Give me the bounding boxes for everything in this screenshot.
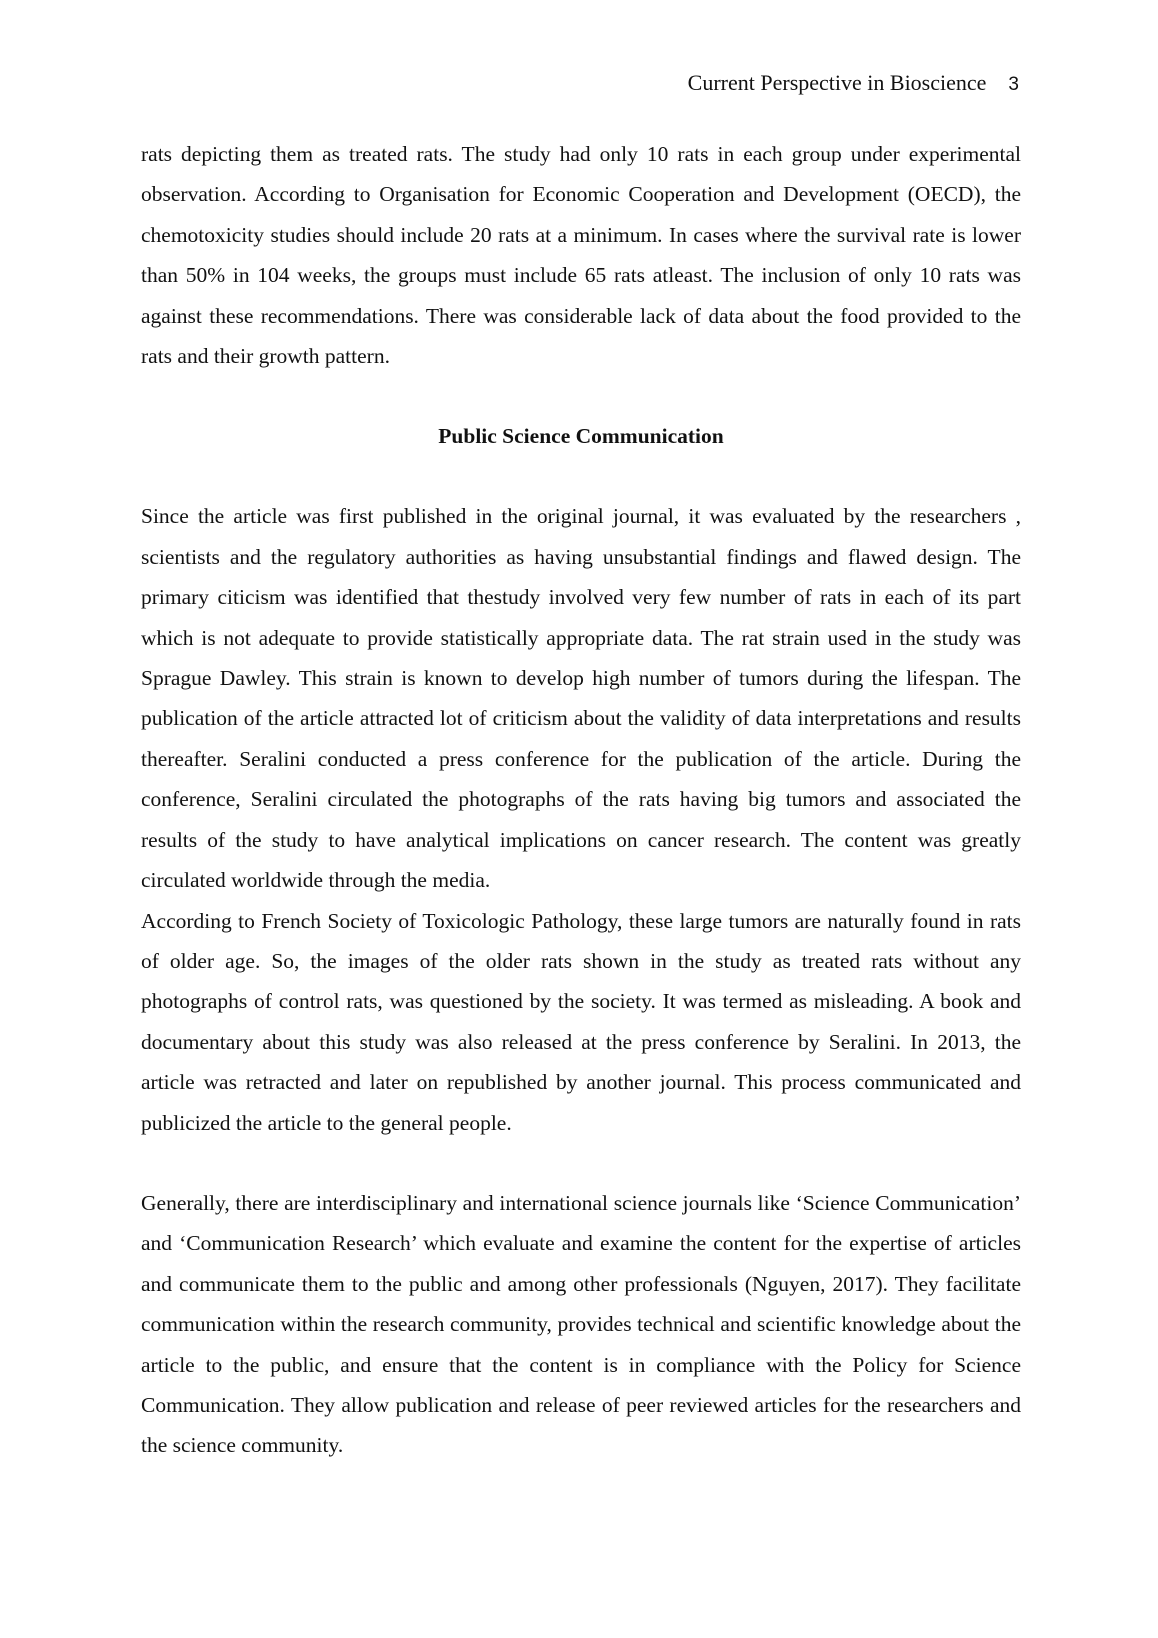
running-title: Current Perspective in Bioscience [687,70,987,95]
running-header [138,68,1021,100]
page-number: 3 [1008,74,1019,95]
document-body [141,134,1021,1466]
paragraph-toxicologic-pathology: According to French Society of Toxicologic Pathology, these large tumors are naturally found in rats of older age. So, the images of the older rats shown in the study as treated rats without any photographs of control rats, was questioned by the society. It was termed as misleading. A book and documentary about this study was also released at the press conference by Seralini. In 2013, the article was retracted and later on republished by another journal. This process communicated and publicized the article to the general people. [141,908,1021,1135]
paragraph-science-journals: Generally, there are interdisciplinary and international science journals like ‘Science Communication’ and ‘Communication Research’ which evaluate and examine the content for the expertise of articles and communicate them to the public and among other professionals (Nguyen, 2017). They facilitate communication within the research community, provides technical and scientific knowledge about the article to the public, and ensure that the content is in compliance with the Policy for Science Communication. They allow publication and release of peer reviewed articles for the researchers and the science community. [141,1190,1021,1458]
paragraph-criticism: Since the article was first published in the original journal, it was evaluated by the researchers , scientists and the regulatory authorities as having unsubstantial findings and flawed design. The primary citicism was identified that thestudy involved very few number of rats in each of its part which is not adequate to provide statistically appropriate data. The rat strain used in the study was Sprague Dawley. This strain is known to develop high number of tumors during the lifespan. The publication of the article attracted lot of criticism about the validity of data interpretations and results thereafter. Seralini conducted a press conference for the publication of the article. During the conference, Seralini circulated the photographs of the rats having big tumors and associated the results of the study to have analytical implications on cancer research. The content was greatly circulated worldwide through the media. [141,504,1021,893]
paragraph-continuation: rats depicting them as treated rats. The study had only 10 rats in each group under experimental observation. According to Organisation for Economic Cooperation and Development (OECD), the chemotoxicity studies should include 20 rats at a minimum. In cases where the survival rate is lower than 50% in 104 weeks, the groups must include 65 rats atleast. The inclusion of only 10 rats was against these recommendations. There was considerable lack of data about the food provided to the rats and their growth pattern. [141,142,1021,369]
paragraph-spacer [141,1143,1021,1183]
section-heading: Public Science Communication [438,424,724,449]
